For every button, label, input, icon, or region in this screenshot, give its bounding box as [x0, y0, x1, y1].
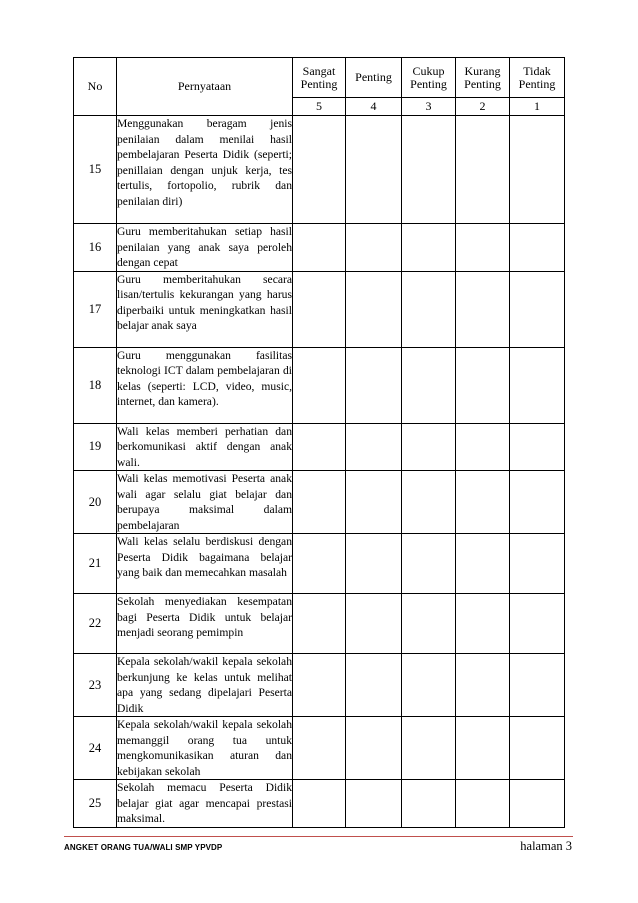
statement-text: Sekolah memacu Peserta Didik belajar giat agar mencapai prestasi maksimal. [117, 781, 292, 825]
rating-cell-4[interactable] [346, 347, 402, 423]
footer-title: ANGKET ORANG TUA/WALI SMP YPVDP [64, 843, 223, 852]
page-number: halaman 3 [520, 839, 572, 853]
rating-cell-1[interactable] [510, 471, 565, 534]
row-number: 20 [74, 471, 117, 534]
row-number: 21 [74, 534, 117, 594]
rating-cell-3[interactable] [402, 116, 456, 224]
rating-cell-3[interactable] [402, 780, 456, 828]
table-row [74, 271, 565, 347]
rating-cell-2[interactable] [456, 654, 510, 717]
header-no: No [74, 58, 117, 116]
header-scale-3: Cukup Penting [402, 58, 456, 98]
rating-cell-3[interactable] [402, 271, 456, 347]
rating-cell-2[interactable] [456, 347, 510, 423]
rating-cell-3[interactable] [402, 534, 456, 594]
rating-cell-5[interactable] [293, 116, 346, 224]
rating-cell-3[interactable] [402, 347, 456, 423]
rating-cell-1[interactable] [510, 717, 565, 780]
statement-text: Kepala sekolah/wakil kepala sekolah berkunjung ke kelas untuk melihat apa yang sedang dipelajari Peserta Didik [117, 655, 292, 715]
rating-cell-4[interactable] [346, 224, 402, 272]
header-scale-4: Penting [346, 58, 402, 98]
table-row [74, 780, 565, 828]
rating-cell-4[interactable] [346, 534, 402, 594]
score-5: 5 [293, 98, 346, 116]
row-number: 19 [74, 423, 117, 471]
rating-cell-5[interactable] [293, 717, 346, 780]
score-4: 4 [346, 98, 402, 116]
row-number: 18 [74, 347, 117, 423]
rating-cell-1[interactable] [510, 224, 565, 272]
table-row [74, 471, 565, 534]
row-number: 25 [74, 780, 117, 828]
rating-cell-5[interactable] [293, 594, 346, 654]
rating-cell-2[interactable] [456, 116, 510, 224]
rating-cell-5[interactable] [293, 347, 346, 423]
rating-cell-1[interactable] [510, 347, 565, 423]
table-row [74, 423, 565, 471]
table-row [74, 594, 565, 654]
rating-cell-5[interactable] [293, 224, 346, 272]
statement-text: Kepala sekolah/wakil kepala sekolah memanggil orang tua untuk mengkomunikasikan aturan dan kebijakan sekolah [117, 718, 292, 778]
statement-text: Sekolah menyediakan kesempatan bagi Peserta Didik untuk belajar menjadi seorang pemimpin [117, 594, 293, 654]
table-row [74, 717, 565, 780]
row-number: 15 [74, 116, 117, 224]
rating-cell-3[interactable] [402, 594, 456, 654]
table-row [74, 654, 565, 717]
rating-cell-1[interactable] [510, 780, 565, 828]
header-scale-2: Kurang Penting [456, 58, 510, 98]
table-row [74, 224, 565, 272]
statement-text: Wali kelas memotivasi Peserta anak wali agar selalu giat belajar dan berupaya maksimal dalam pembelajaran [117, 472, 292, 532]
table-row [74, 347, 565, 423]
rating-cell-4[interactable] [346, 116, 402, 224]
statement-text: Wali kelas selalu berdiskusi dengan Peserta Didik bagaimana belajar yang baik dan memecahkan masalah [117, 534, 293, 594]
rating-cell-1[interactable] [510, 654, 565, 717]
score-1: 1 [510, 98, 565, 116]
rating-cell-4[interactable] [346, 471, 402, 534]
rating-cell-4[interactable] [346, 594, 402, 654]
row-number: 23 [74, 654, 117, 717]
row-number: 22 [74, 594, 117, 654]
rating-cell-2[interactable] [456, 717, 510, 780]
table-row [74, 534, 565, 594]
statement-text: Guru memberitahukan secara lisan/tertulis kekurangan yang harus diperbaiki untuk meningkatkan hasil belajar anak saya [117, 271, 293, 347]
statement-text: Wali kelas memberi perhatian dan berkomunikasi aktif dengan anak wali. [117, 424, 292, 469]
score-3: 3 [402, 98, 456, 116]
survey-rows [74, 116, 565, 828]
rating-cell-5[interactable] [293, 534, 346, 594]
table-row [74, 116, 565, 224]
header-scale-1: Tidak Penting [510, 58, 565, 98]
rating-cell-2[interactable] [456, 780, 510, 828]
rating-cell-3[interactable] [402, 471, 456, 534]
rating-cell-5[interactable] [293, 654, 346, 717]
rating-cell-3[interactable] [402, 654, 456, 717]
survey-table [73, 57, 565, 828]
statement-text: Guru menggunakan fasilitas teknologi ICT dalam pembelajaran di kelas (seperti: LCD, video, music, internet, dan kamera). [117, 347, 293, 423]
rating-cell-2[interactable] [456, 271, 510, 347]
rating-cell-2[interactable] [456, 423, 510, 471]
statement-text: Menggunakan beragam jenis penilaian dalam menilai hasil pembelajaran Peserta Didik (seperti; penillaian dengan unjuk kerja, tes tertulis, fortopolio, rubrik dan penilaian diri) [117, 116, 293, 224]
rating-cell-1[interactable] [510, 534, 565, 594]
rating-cell-5[interactable] [293, 423, 346, 471]
row-number: 17 [74, 271, 117, 347]
rating-cell-3[interactable] [402, 717, 456, 780]
rating-cell-1[interactable] [510, 594, 565, 654]
rating-cell-1[interactable] [510, 116, 565, 224]
statement-text: Guru memberitahukan setiap hasil penilaian yang anak saya peroleh dengan cepat [117, 225, 292, 269]
rating-cell-4[interactable] [346, 780, 402, 828]
rating-cell-2[interactable] [456, 594, 510, 654]
header-statement: Pernyataan [117, 58, 293, 116]
rating-cell-5[interactable] [293, 780, 346, 828]
rating-cell-1[interactable] [510, 423, 565, 471]
rating-cell-5[interactable] [293, 471, 346, 534]
rating-cell-4[interactable] [346, 717, 402, 780]
rating-cell-4[interactable] [346, 423, 402, 471]
header-scale-5: Sangat Penting [293, 58, 346, 98]
rating-cell-2[interactable] [456, 534, 510, 594]
rating-cell-5[interactable] [293, 271, 346, 347]
rating-cell-3[interactable] [402, 423, 456, 471]
rating-cell-3[interactable] [402, 224, 456, 272]
score-2: 2 [456, 98, 510, 116]
footer-rule [64, 836, 573, 837]
rating-cell-2[interactable] [456, 224, 510, 272]
rating-cell-2[interactable] [456, 471, 510, 534]
rating-cell-4[interactable] [346, 654, 402, 717]
row-number: 16 [74, 224, 117, 272]
rating-cell-1[interactable] [510, 271, 565, 347]
rating-cell-4[interactable] [346, 271, 402, 347]
row-number: 24 [74, 717, 117, 780]
